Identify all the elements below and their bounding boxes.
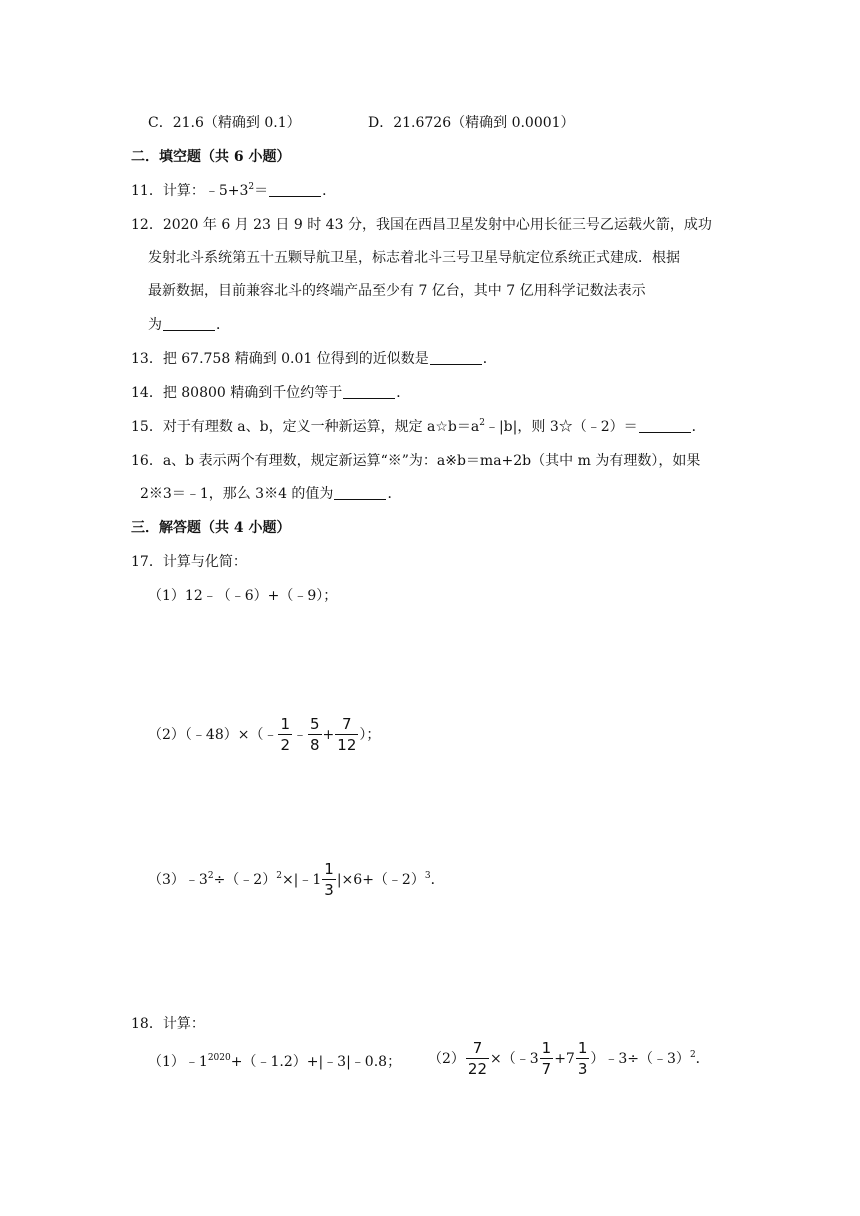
q17p3-mid3: |×6+（﹣2） [336, 872, 425, 888]
q17p3-end: ． [430, 872, 445, 888]
q18p1-post: +（﹣1.2）+|﹣3|﹣0.8； [230, 1054, 402, 1070]
question-17-title: 17．计算与化简： [131, 554, 247, 570]
q15-end: ． [691, 419, 706, 435]
question-12-line-1: 12．2020 年 6 月 23 日 9 时 43 分，我国在西昌卫星发射中心用长征三号乙运载火箭，成功 [131, 217, 712, 233]
q14-text: 14．把 80800 精确到千位约等于 [131, 385, 343, 401]
q15-mid: ﹣|b|，则 3☆（﹣2）＝ [484, 419, 638, 435]
fraction-1-7: $\frac{1}{7}$ [541, 1039, 552, 1078]
q18p1-exp: 2020 [207, 1053, 231, 1063]
q15-answer-blank[interactable] [639, 420, 691, 433]
q14-answer-blank[interactable] [343, 386, 395, 399]
question-12-line-2: 发射北斗系统第五十五颗导航卫星，标志着北斗三号卫星导航定位系统正式建成．根据 [148, 250, 680, 266]
q11-answer-blank[interactable] [269, 184, 321, 197]
q14-end: ． [396, 385, 411, 401]
q16-text: 2※3＝﹣1，那么 3※4 的值为 [140, 486, 334, 502]
fraction-1-3-b: $\frac{1}{3}$ [577, 1039, 588, 1078]
option-d: D．21.6726（精确到 0.0001） [368, 115, 575, 131]
q11-exponent: 2 [248, 182, 255, 192]
q11-text: 11．计算：﹣5+3 [131, 183, 249, 199]
q12-end: ． [216, 317, 230, 333]
q18p2-exp: 2 [689, 1050, 696, 1060]
question-13 [131, 352, 497, 366]
q17p3-mid2: ×|﹣1 [281, 872, 322, 888]
q18p2-mid1: ×（﹣3 [490, 1051, 539, 1067]
q12-answer-blank[interactable] [163, 318, 215, 331]
q18p2-mid3: ）﹣3÷（﹣3） [590, 1051, 690, 1067]
section-2-title: 二．填空题（共 6 小题） [131, 149, 291, 165]
q11-eq: ＝ [254, 183, 269, 199]
question-18-title: 18．计算： [131, 1016, 205, 1032]
q12-text: 为 [148, 317, 162, 333]
q17p3-exp1: 2 [207, 871, 214, 881]
question-18-part-1 [148, 1055, 401, 1069]
q13-text: 13．把 67.758 精确到 0.01 位得到的近似数是 [131, 351, 429, 367]
q18p2-end: ． [695, 1051, 710, 1067]
question-16-line-1: 16．a、b 表示两个有理数，规定新运算“※”为：a※b＝ma+2b（其中 m 为有理数），如果 [131, 453, 701, 469]
fraction-1-2: $\frac{1}{2}$ [280, 715, 290, 754]
question-12-line-3: 最新数据，目前兼容北斗的终端产品至少有 7 亿台，其中 7 亿用科学记数法表示 [148, 283, 646, 299]
q15-exponent: 2 [479, 418, 485, 428]
fraction-7-12: $\frac{7}{12}$ [337, 715, 357, 754]
q17p3-exp3: 3 [424, 871, 431, 881]
q17p2-op1: ﹣ [293, 727, 307, 743]
question-14 [131, 386, 410, 400]
q17p2-text: （2）（﹣48）×（﹣ [148, 727, 278, 743]
q11-end: ． [322, 183, 337, 199]
fraction-1-3: $\frac{1}{3}$ [324, 860, 334, 899]
question-17-part-2 [148, 717, 380, 753]
q13-end: ． [482, 351, 497, 367]
q17p3-mid1: ÷（﹣2） [213, 872, 277, 888]
question-16-line-2 [140, 487, 401, 501]
q16-answer-blank[interactable] [334, 487, 386, 500]
q16-end: ． [387, 486, 402, 502]
q18p1-text: （1）﹣1 [148, 1054, 208, 1070]
fraction-5-8: $\frac{5}{8}$ [310, 715, 320, 754]
q17p2-end: ）； [359, 727, 381, 743]
q17p3-exp2: 2 [276, 871, 282, 881]
question-15 [131, 420, 706, 434]
option-c: C．21.6（精确到 0.1） [148, 115, 301, 131]
q18p2-text: （2） [428, 1051, 465, 1067]
question-17-part-1: （1）12﹣（﹣6）+（﹣9）； [148, 588, 338, 604]
q13-answer-blank[interactable] [430, 352, 482, 365]
fraction-7-22: $\frac{7}{22}$ [467, 1039, 488, 1078]
question-18-part-2 [428, 1041, 710, 1077]
section-3-title: 三．解答题（共 4 小题） [131, 520, 291, 536]
q18p2-mid2: +7 [554, 1051, 575, 1067]
q17p2-op2: + [322, 727, 335, 743]
question-11 [131, 184, 336, 198]
question-17-part-3 [148, 862, 445, 898]
question-12-line-4 [148, 318, 230, 332]
q17p3-text: （3）﹣3 [148, 872, 208, 888]
q15-text: 15．对于有理数 a、b，定义一种新运算，规定 a☆b＝a [131, 419, 480, 435]
